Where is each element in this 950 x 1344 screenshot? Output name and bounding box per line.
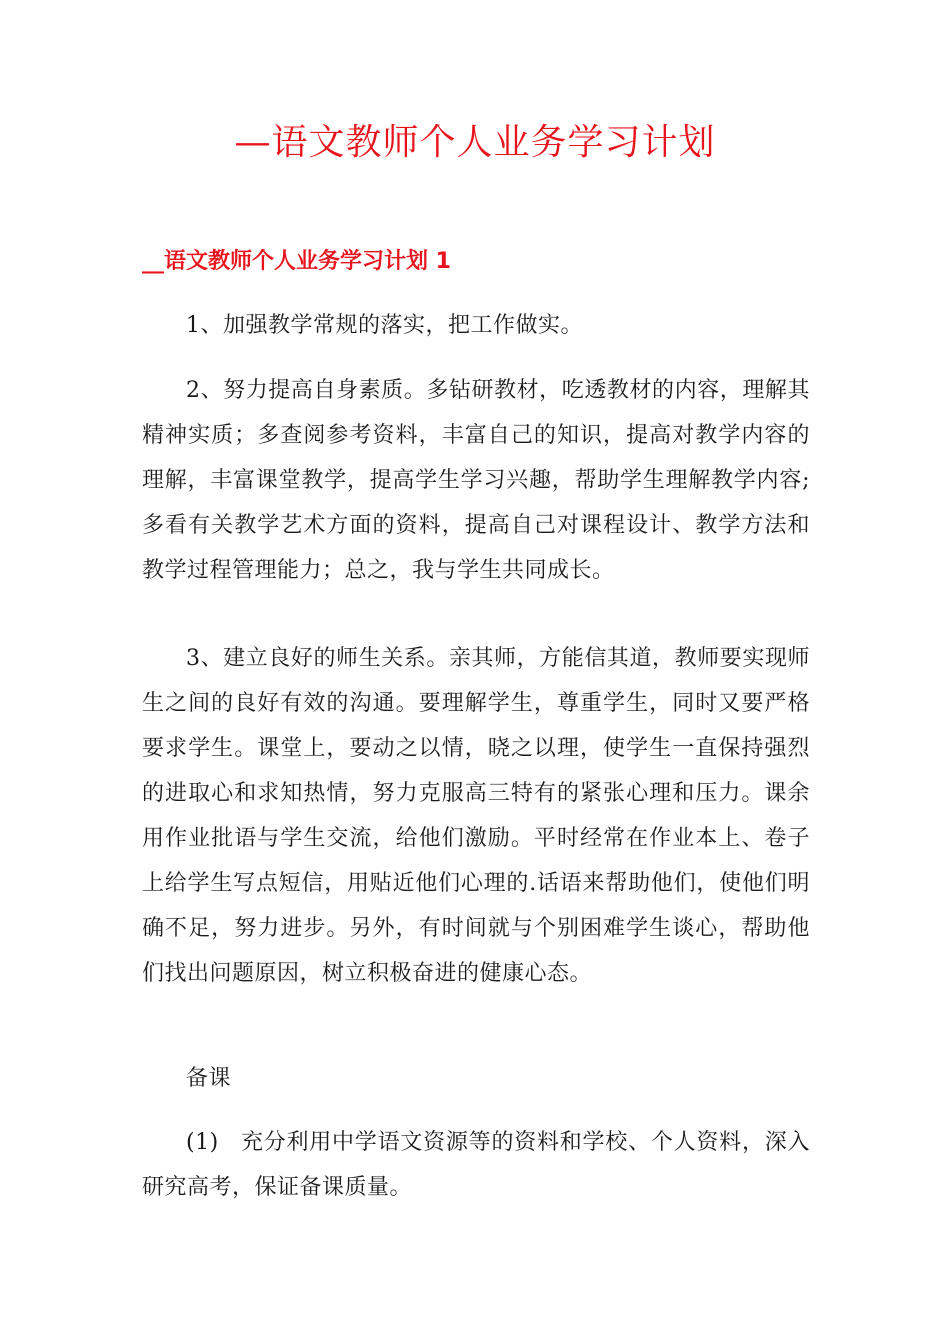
paragraph-3: 3、建立良好的师生关系。亲其师，方能信其道，教师要实现师生之间的良好有效的沟通。要理解学生，尊重学生，同时又要严格要求学生。课堂上，要动之以情，晓之以理，使学生一直保持强烈的进取心和求知热情，努力克服高三特有的紧张心理和压力。课余用作业批语与学生交流，给他们激励。平时经常在作业本上、卷子上给学生写点短信，用贴近他们心理的.话语来帮助他们，使他们明确不足，努力进步。另外，有时间就与个别困难学生谈心，帮助他们找出问题原因，树立积极奋进的健康心态。: [142, 646, 810, 986]
section-heading: __语文教师个人业务学习计划 1: [142, 249, 451, 274]
paragraph-lesson-prep: 备课: [186, 1066, 232, 1091]
paragraph-1: 1、加强教学常规的落实，把工作做实。: [186, 313, 583, 338]
numbered-item-1: [142, 1120, 810, 1210]
item-text: 充分利用中学语文资源等的资料和学校、个人资料，深入研究高考，保证备课质量。: [142, 1130, 810, 1200]
paragraph-2: 2、努力提高自身素质。多钻研教材，吃透教材的内容，理解其精神实质；多查阅参考资料，丰富自己的知识，提高对教学内容的理解，丰富课堂教学，提高学生学习兴趣，帮助学生理解教学内容;多看有关教学艺术方面的资料，提高自己对课程设计、教学方法和教学过程管理能力；总之，我与学生共同成长。: [142, 378, 810, 583]
document-title: —语文教师个人业务学习计划: [234, 122, 716, 163]
item-number: (1): [186, 1130, 219, 1155]
